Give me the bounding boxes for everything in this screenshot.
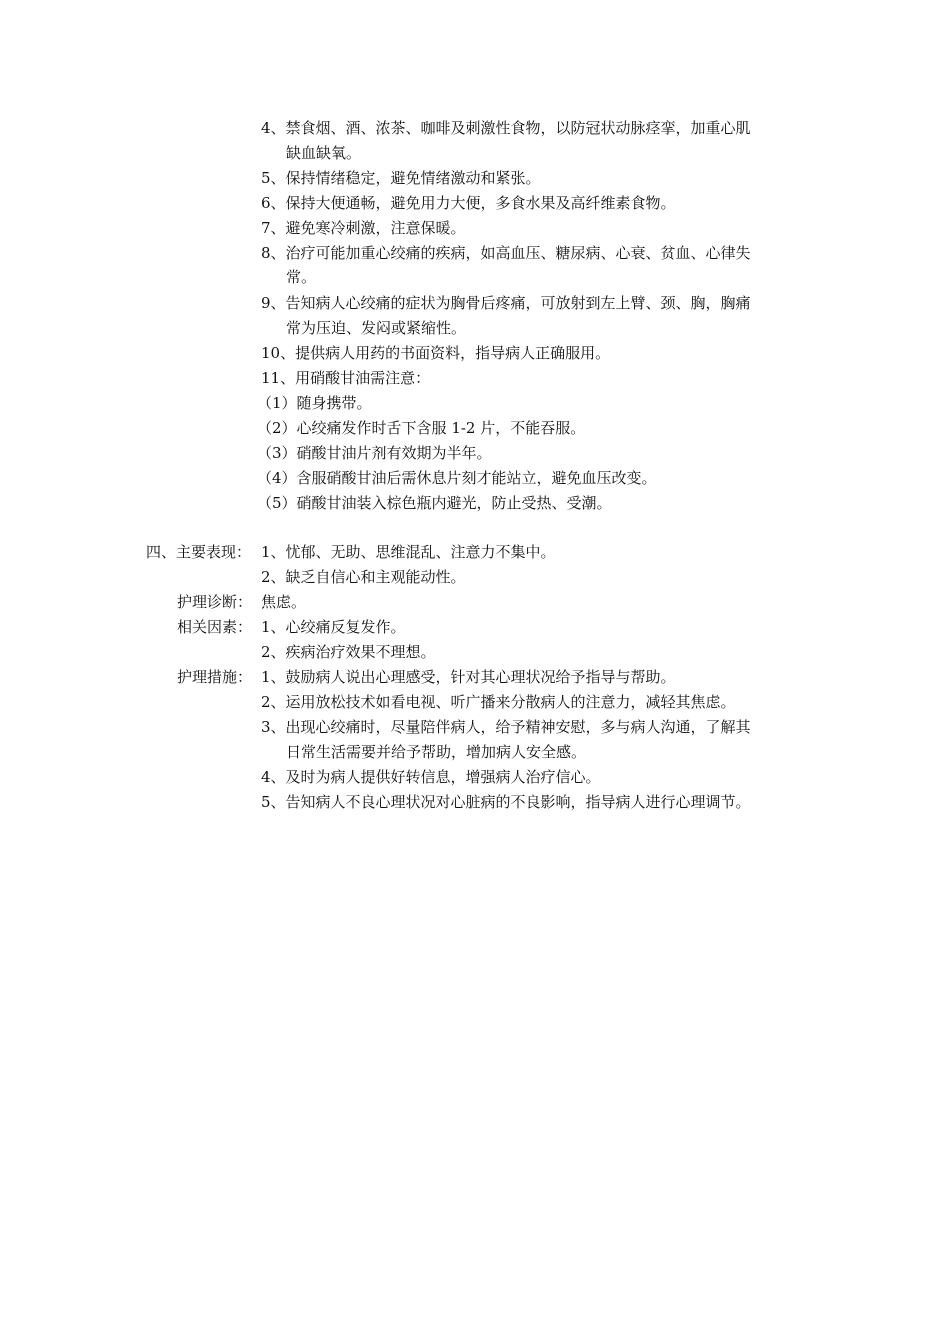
care-item-4-cont: 缺血缺氧。 [286,144,362,162]
factors-label: 相关因素： [177,618,253,636]
measure-item-1: 1、鼓励病人说出心理感受，针对其心理状况给予指导与帮助。 [261,668,676,686]
measures-row-1 [0,667,950,687]
care-item-8-cont: 常。 [286,268,317,286]
manifest-row-1 [0,542,950,562]
care-item-7: 7、避免寒冷刺激，注意保暖。 [261,219,466,237]
care-item-8: 8、治疗可能加重心绞痛的疾病，如高血压、糖尿病、心衰、贫血、心律失 [261,244,751,262]
factor-item-2: 2、疾病治疗效果不理想。 [261,643,436,661]
measures-row-3 [0,717,950,737]
measures-row-2 [0,692,950,712]
diagnosis-row [0,592,950,612]
measure-item-2: 2、运用放松技术如看电视、听广播来分散病人的注意力，减轻其焦虑。 [261,693,736,711]
factor-item-1: 1、心绞痛反复发作。 [261,618,406,636]
measures-row-5 [0,792,950,812]
nitro-note-4: （4）含服硝酸甘油后需休息片刻才能站立，避免血压改变。 [257,469,657,487]
manifest-item-1: 1、忧郁、无助、思维混乱、注意力不集中。 [261,543,556,561]
care-item-9-cont: 常为压迫、发闷或紧缩性。 [286,319,467,337]
measure-item-5: 5、告知病人不良心理状况对心脏病的不良影响，指导病人进行心理调节。 [261,793,751,811]
measure-item-3-cont: 日常生活需要并给予帮助，增加病人安全感。 [286,743,587,761]
care-item-6: 6、保持大便通畅，避免用力大便，多食水果及高纤维素食物。 [261,194,676,212]
diagnosis-value: 焦虑。 [261,593,307,611]
measures-label: 护理措施： [177,668,253,686]
care-item-10: 10、提供病人用药的书面资料，指导病人正确服用。 [261,344,611,362]
diagnosis-label: 护理诊断： [177,593,253,611]
care-item-5: 5、保持情绪稳定，避免情绪激动和紧张。 [261,169,541,187]
nitro-note-1: （1）随身携带。 [257,394,372,412]
manifest-label: 四、主要表现： [146,543,252,561]
care-item-9: 9、告知病人心绞痛的症状为胸骨后疼痛，可放射到左上臂、颈、胸，胸痛 [261,294,751,312]
measure-item-3: 3、出现心绞痛时，尽量陪伴病人，给予精神安慰，多与病人沟通，了解其 [261,718,751,736]
factors-row-2 [0,642,950,662]
care-item-11: 11、用硝酸甘油需注意： [261,369,431,387]
care-item-4: 4、禁食烟、酒、浓茶、咖啡及刺激性食物，以防冠状动脉痉挛，加重心肌 [261,119,751,137]
measures-row-3-cont [0,742,950,762]
nitro-note-3: （3）硝酸甘油片剂有效期为半年。 [257,444,492,462]
factors-row-1 [0,617,950,637]
measure-item-4: 4、及时为病人提供好转信息，增强病人治疗信心。 [261,768,601,786]
manifest-item-2: 2、缺乏自信心和主观能动性。 [261,568,466,586]
measures-row-4 [0,767,950,787]
nitro-note-5: （5）硝酸甘油装入棕色瓶内避光，防止受热、受潮。 [257,494,612,512]
manifest-row-2 [0,567,950,587]
nitro-note-2: （2）心绞痛发作时舌下含服 1-2 片，不能吞服。 [257,419,586,437]
